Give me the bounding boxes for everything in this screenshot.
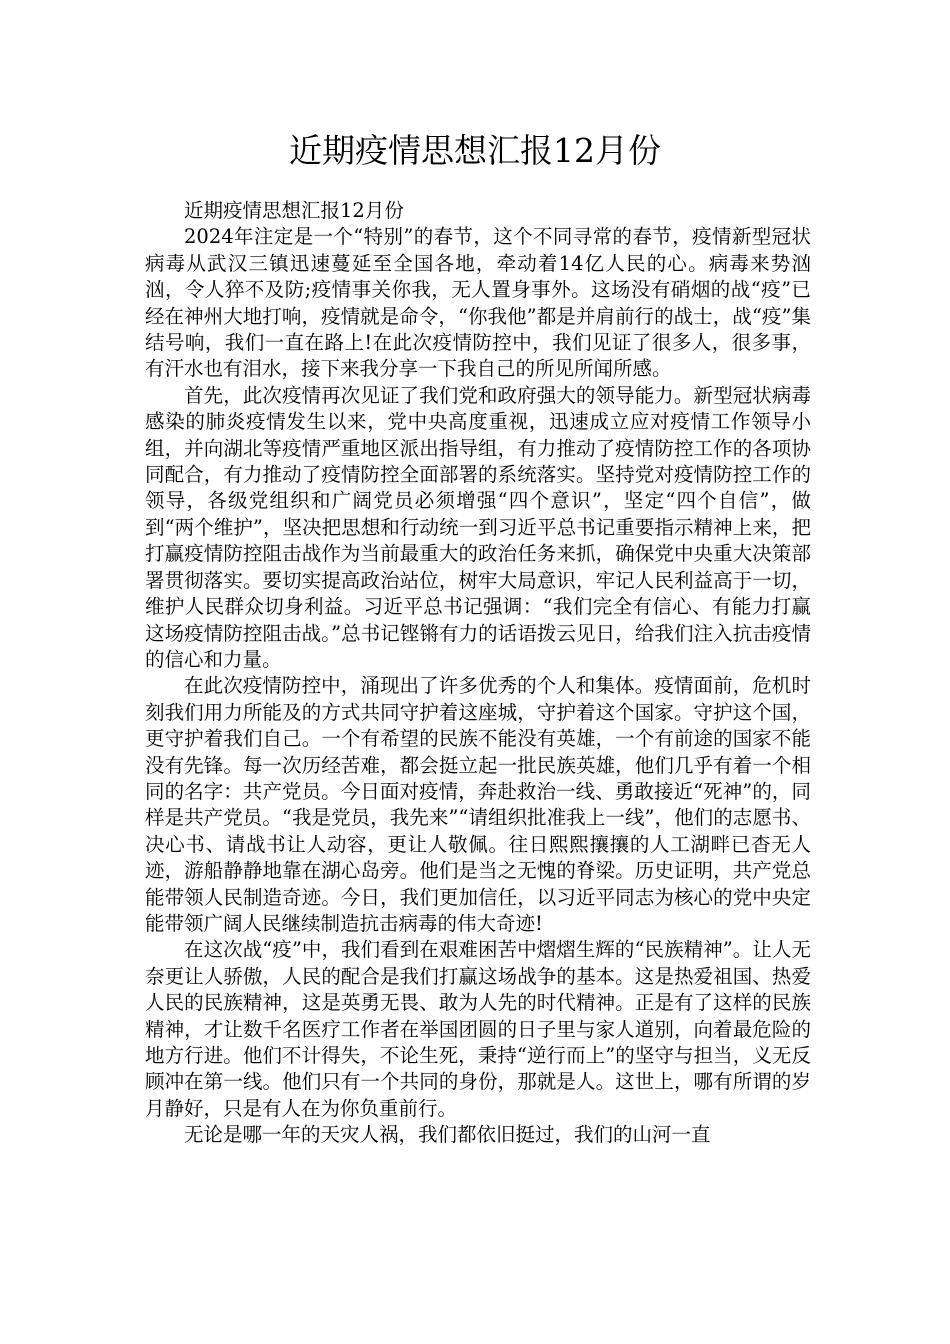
paragraph-national-spirit: 在这次战“疫”中，我们看到在艰难困苦中熠熠生辉的“民族精神”。让人无奈更让人骄傲，人民的配合是我们打赢这场战争的基本。这是热爱祖国、热爱人民的民族精神，这是英勇无畏、敢为人先的时代精神。正是有了这样的民族精神，才让数千名医疗工作者在举国团圆的日子里与家人道别，向着最危险的地方行进。他们不计得失，不论生死，秉持“逆行而上”的坚守与担当，义无反顾冲在第一线。他们只有一个共同的身份，那就是人。这世上，哪有所谓的岁月静好，只是有人在为你负重前行。 <box>145 938 811 1120</box>
document-body <box>145 198 811 1149</box>
paragraph-closing: 无论是哪一年的天灾人祸，我们都依旧挺过，我们的山河一直 <box>184 1123 711 1147</box>
paragraph-intro: 2024年注定是一个“特别”的春节，这个不同寻常的春节，疫情新型冠状病毒从武汉三镇迅速蔓延至全国各地，牵动着14亿人民的心。病毒来势汹汹，令人猝不及防;疫情事关你我，无人置身事外。这场没有硝烟的战“疫”已经在神州大地打响，疫情就是命令，“你我他”都是并肩前行的战士，战“疫”集结号响，我们一直在路上!在此次疫情防控中，我们见证了很多人，很多事，有汗水也有泪水，接下来我分享一下我自己的所见所闻所感。 <box>145 225 811 381</box>
document-title: 近期疫情思想汇报12月份 <box>289 131 661 170</box>
paragraph-heroes: 在此次疫情防控中，涌现出了许多优秀的个人和集体。疫情面前，危机时刻我们用力所能及的方式共同守护着这座城，守护着这个国家。守护这个国，更守护着我们自己。一个有希望的民族不能没有英雄，一个有前途的国家不能没有先锋。每一次历经苦难，都会挺立起一批民族英雄，他们几乎有着一个相同的名字：共产党员。今日面对疫情，奔赴救治一线、勇敢接近“死神”的，同样是共产党员。“我是党员，我先来”“请组织批准我上一线”，他们的志愿书、决心书、请战书让人动容，更让人敬佩。往日熙熙攘攘的人工湖畔已杳无人迹，游船静静地靠在湖心岛旁。他们是当之无愧的脊梁。历史证明，共产党总能带领人民制造奇迹。今日，我们更加信任，以习近平同志为核心的党中央定能带领广阔人民继续制造抗击病毒的伟大奇迹! <box>145 674 811 935</box>
paragraph-leadership: 首先，此次疫情再次见证了我们党和政府强大的领导能力。新型冠状病毒感染的肺炎疫情发生以来，党中央高度重视，迅速成立应对疫情工作领导小组，并向湖北等疫情严重地区派出指导组，有力推动了疫情防控工作的各项协同配合，有力推动了疫情防控全面部署的系统落实。坚持党对疫情防控工作的领导，各级党组织和广阔党员必须增强“四个意识”，坚定“四个自信”，做到“两个维护”，坚决把思想和行动统一到习近平总书记重要指示精神上来，把打赢疫情防控阻击战作为当前最重大的政治任务来抓，确保党中央重大决策部署贯彻落实。要切实提高政治站位，树牢大局意识，牢记人民利益高于一切，维护人民群众切身利益。习近平总书记强调：“我们完全有信心、有能力打赢这场疫情防控阻击战。”总书记铿锵有力的话语拨云见日，给我们注入抗击疫情的信心和力量。 <box>145 383 811 671</box>
paragraph-heading: 近期疫情思想汇报12月份 <box>184 199 404 222</box>
